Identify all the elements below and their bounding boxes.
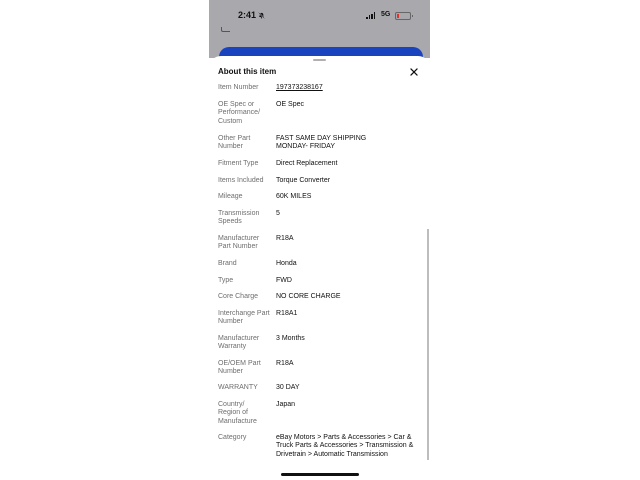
spec-label: Item Number xyxy=(218,84,259,91)
spec-label: Transmission Speeds xyxy=(218,210,260,226)
spec-label: Core Charge xyxy=(218,293,259,300)
spec-value: R18A xyxy=(276,360,294,367)
spec-value: Torque Converter xyxy=(276,177,331,184)
spec-value: R18A xyxy=(276,235,294,242)
spec-label: Category xyxy=(218,434,247,441)
spec-label: Brand xyxy=(218,260,237,267)
signal-bars-icon xyxy=(366,12,375,19)
spec-value: 60K MILES xyxy=(276,193,312,200)
spec-label: OE/OEM Part Number xyxy=(218,360,261,376)
spec-value: 5 xyxy=(276,210,280,217)
spec-label: Country/ Region of Manufacture xyxy=(218,401,257,425)
spec-label: Mileage xyxy=(218,193,243,200)
spec-value: FAST SAME DAY SHIPPING MONDAY- FRIDAY xyxy=(276,135,367,151)
home-indicator[interactable] xyxy=(281,473,359,476)
spec-label: Fitment Type xyxy=(218,160,259,167)
spec-value: 30 DAY xyxy=(276,384,300,391)
spec-value: OE Spec xyxy=(276,101,305,108)
spec-value: Japan xyxy=(276,401,296,408)
close-button[interactable] xyxy=(407,65,421,79)
category-breadcrumb-link[interactable]: eBay Motors > Parts & Accessories > Car & Truck Parts & Accessories > Transmission & Drivetrain > Automatic Transmission xyxy=(276,434,414,458)
about-item-sheet xyxy=(209,56,430,480)
spec-label: Manufacturer Part Number xyxy=(218,235,260,251)
bell-slash-icon xyxy=(258,12,265,19)
scrollbar[interactable] xyxy=(427,229,429,460)
spec-label: OE Spec or Performance/ Custom xyxy=(218,101,261,125)
item-number-link[interactable]: 197373238167 xyxy=(276,84,323,91)
spec-value: 3 Months xyxy=(276,335,305,342)
spec-label: Manufacturer Warranty xyxy=(218,335,260,351)
background-chevron-icon xyxy=(221,27,230,32)
spec-label: Items Included xyxy=(218,177,264,184)
close-icon xyxy=(410,68,418,76)
spec-label: Type xyxy=(218,277,234,284)
spec-value: R18A1 xyxy=(276,310,298,317)
spec-value: NO CORE CHARGE xyxy=(276,293,341,300)
battery-low-icon xyxy=(395,12,411,20)
spec-value: Direct Replacement xyxy=(276,160,338,167)
spec-value: FWD xyxy=(276,277,292,284)
battery-fill xyxy=(397,14,399,18)
item-specifics-list[interactable] xyxy=(209,81,430,466)
spec-label: Interchange Part Number xyxy=(218,310,270,326)
sheet-title: About this item xyxy=(218,67,277,76)
spec-label: Other Part Number xyxy=(218,135,251,151)
status-time: 2:41 xyxy=(238,10,257,20)
sheet-grabber[interactable] xyxy=(313,59,326,61)
spec-value: Honda xyxy=(276,260,297,267)
network-label: 5G xyxy=(381,11,391,18)
phone-screen xyxy=(209,0,430,480)
spec-label: WARRANTY xyxy=(218,384,258,391)
